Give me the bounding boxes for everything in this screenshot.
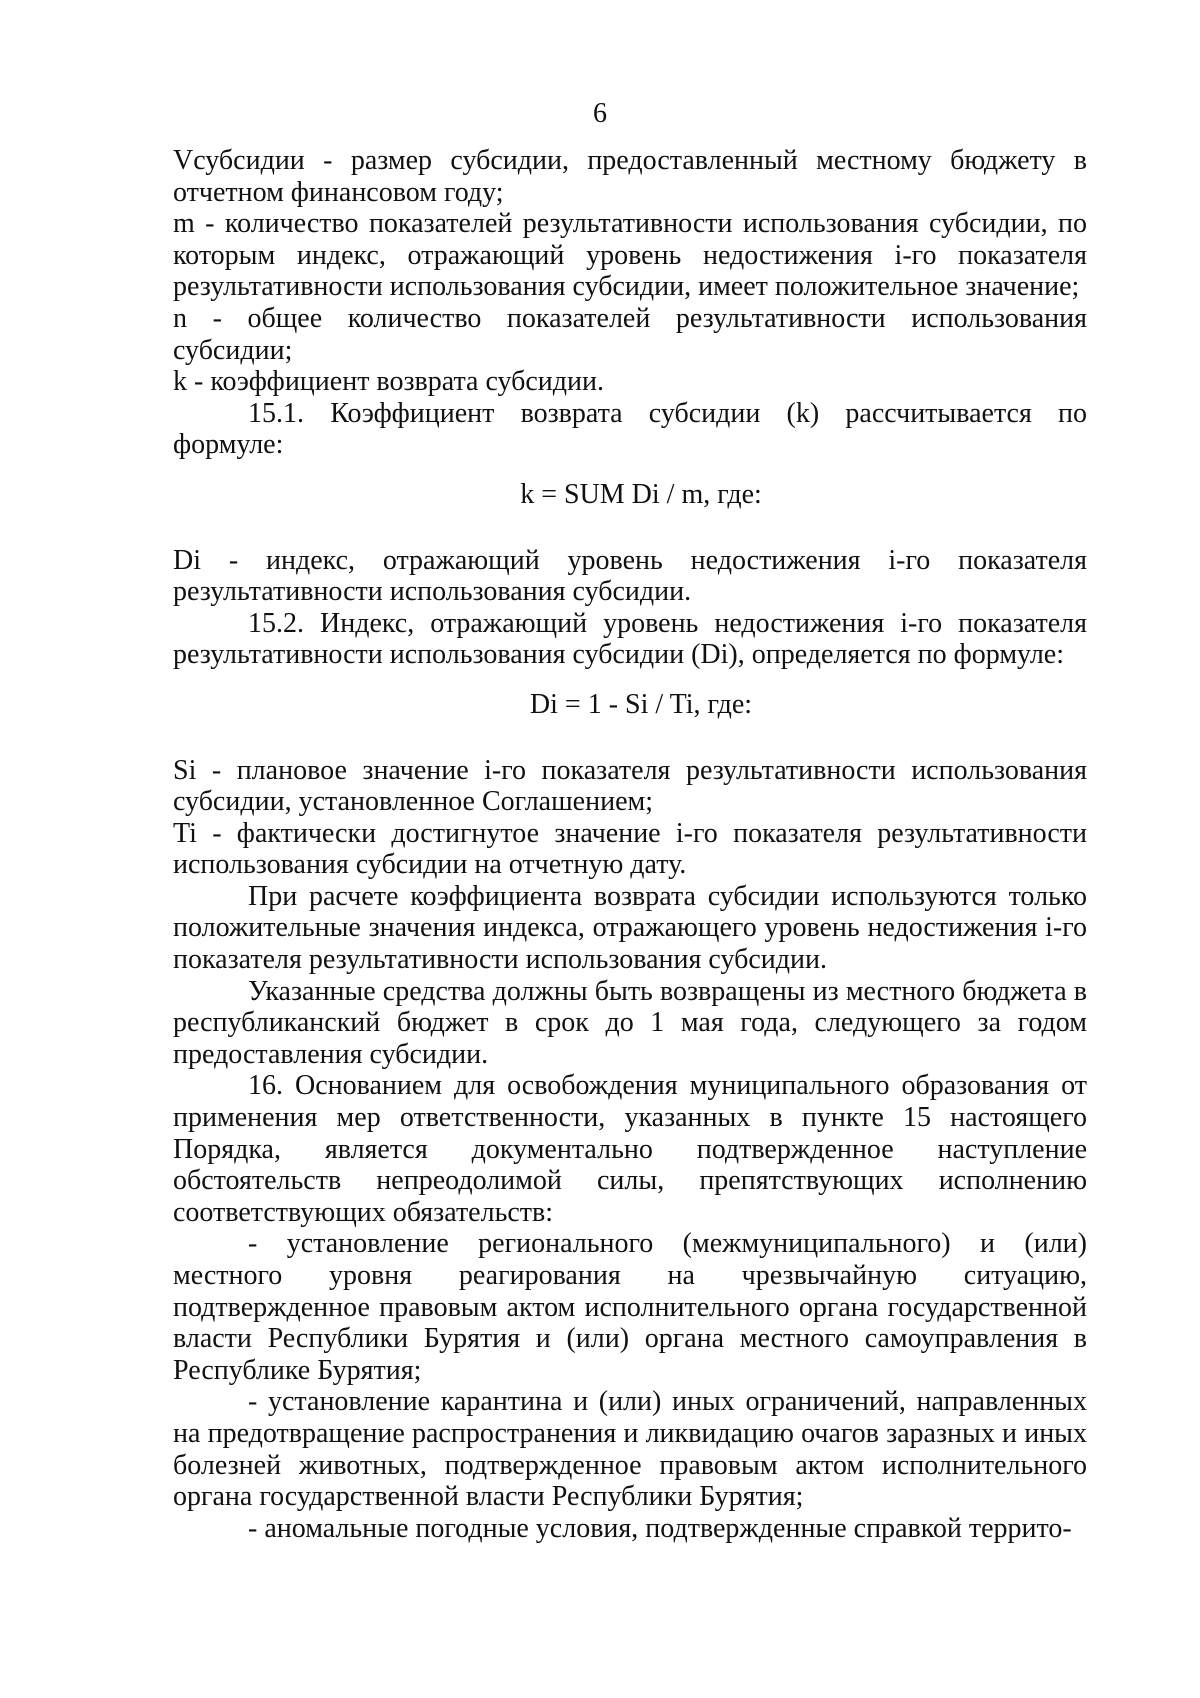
definition-k: k - коэффициент возврата субсидии.	[173, 366, 605, 398]
definition-m: m - количество показателей результативности использования субсидии, по которым индекс, отражающий уровень недостижения i-го показателя результативности использования субсидии, имеет положительное значение;	[173, 208, 1087, 303]
list-item-quarantine: - установление карантина и (или) иных ограничений, направленных на предотвращение распространения и ликвидацию очагов заразных и иных болезней животных, подтвержденное правовым актом исполнительного органа государственной власти Республики Бурятия;	[173, 1386, 1087, 1513]
definition-v-subsidy: Vсубсидии - размер субсидии, предоставленный местному бюджету в отчетном финансовом году;	[173, 145, 1087, 208]
formula-k: k = SUM Di / m, где:	[520, 478, 762, 510]
paragraph-refund-deadline: Указанные средства должны быть возвращены из местного бюджета в республиканский бюджет в срок до 1 мая года, следующего за годом предоставления субсидии.	[173, 975, 1087, 1070]
formula-di: Di = 1 - Si / Ti, где:	[529, 688, 753, 720]
clause-15-2: 15.2. Индекс, отражающий уровень недостижения i-го показателя результативности использования субсидии (Di), определяется по формуле:	[173, 607, 1087, 671]
paragraph-positive-values: При расчете коэффициента возврата субсидии используются только положительные значения индекса, отражающего уровень недостижения i-го показателя результативности использования субсидии.	[173, 880, 1087, 976]
definition-di: Di - индекс, отражающий уровень недостижения i-го показателя результативности использования субсидии.	[173, 544, 1087, 608]
clause-15-1: 15.1. Коэффициент возврата субсидии (k) рассчитывается по формуле:	[173, 397, 1087, 461]
clause-16: 16. Основанием для освобождения муниципального образования от применения мер ответственности, указанных в пункте 15 настоящего Порядка, является документально подтвержденное наступление обстоятельств непреодолимой силы, препятствующих исполнению соответствующих обязательств:	[173, 1070, 1087, 1228]
page-number: 6	[593, 98, 607, 129]
definition-ti: Ti - фактически достигнутое значение i-го показателя результативности использования субсидии на отчетную дату.	[173, 817, 1087, 881]
list-item-weather: - аномальные погодные условия, подтвержденные справкой террито-	[248, 1512, 1072, 1544]
definition-si: Si - плановое значение i-го показателя результативности использования субсидии, установленное Соглашением;	[173, 754, 1087, 818]
document-body	[173, 145, 1087, 1544]
list-item-emergency: - установление регионального (межмуниципального) и (или) местного уровня реагирования на чрезвычайную ситуацию, подтвержденное правовым актом исполнительного органа государственной власти Республики Бурятия и (или) органа местного самоуправления в Республике Бурятия;	[173, 1228, 1087, 1386]
definition-n: n - общее количество показателей результативности использования субсидии;	[173, 302, 1087, 366]
